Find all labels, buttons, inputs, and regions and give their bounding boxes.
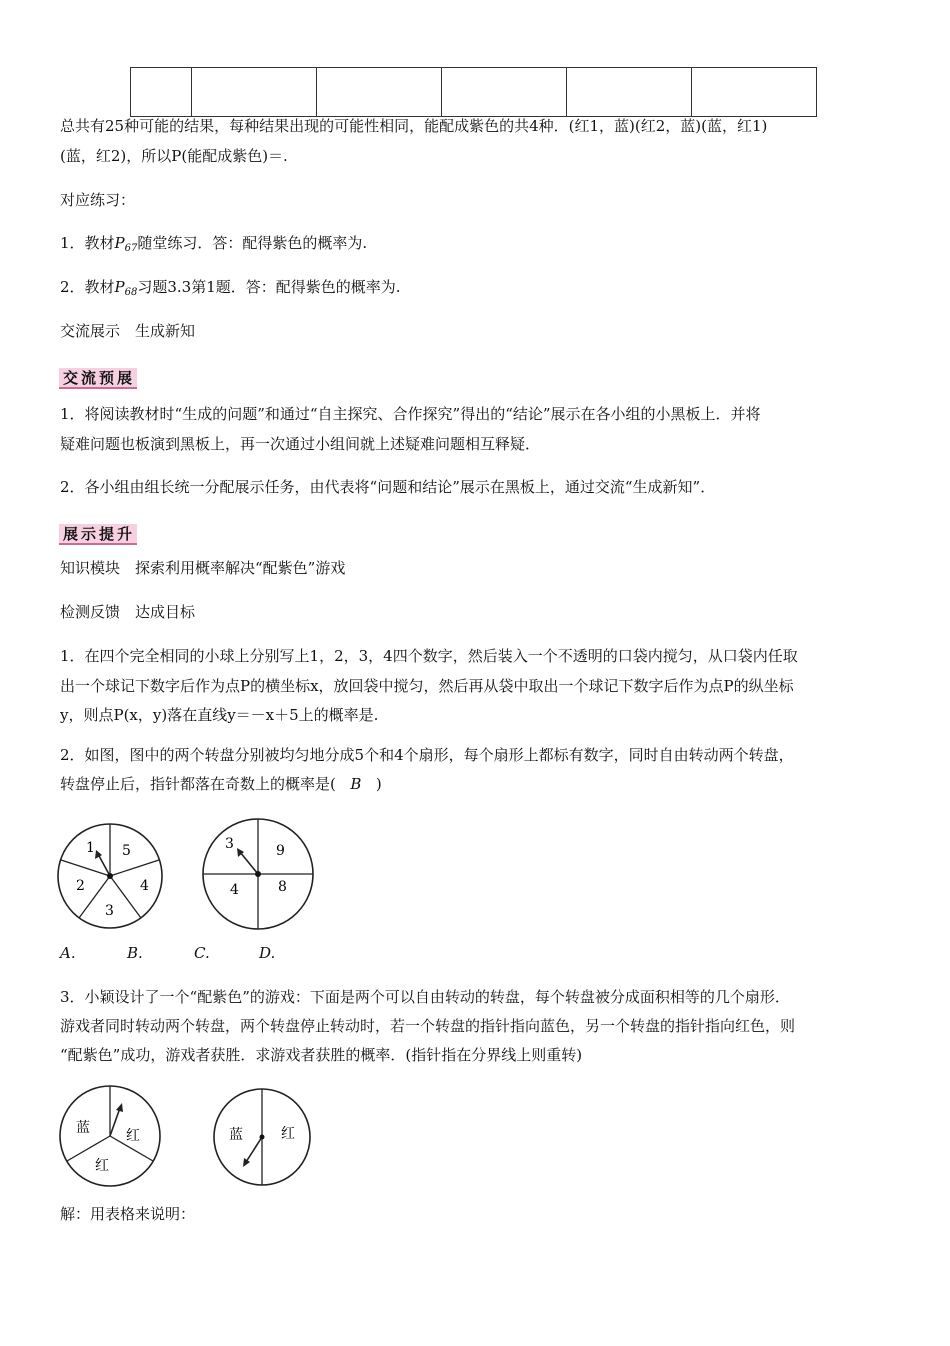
sector-label: 2 bbox=[76, 878, 85, 894]
question-2-line2 bbox=[60, 774, 382, 794]
pointer-arrow-icon bbox=[116, 1103, 123, 1112]
exchange-item-1-line1: 1．将阅读教材时“生成的问题”和通过“自主探究、合作探究”得出的“结论”展示在各小组的小黑板上．并将 bbox=[60, 405, 761, 423]
question-1-line3: y，则点P(x，y)落在直线y＝－x＋5上的概率是. bbox=[60, 706, 379, 724]
table-row bbox=[131, 68, 817, 117]
question-3-line2: 游戏者同时转动两个转盘，两个转盘停止转动时，若一个转盘的指针指向蓝色，另一个转盘的指针指向红色，则 bbox=[60, 1017, 796, 1035]
knowledge-module: 知识模块 探索利用概率解决“配紫色”游戏 bbox=[60, 559, 346, 577]
question-3-spinners bbox=[50, 1084, 370, 1188]
sector-label: 3 bbox=[105, 903, 114, 919]
question-2-text: 转盘停止后，指针都落在奇数上的概率是( bbox=[60, 775, 336, 793]
sector-label: 4 bbox=[230, 882, 239, 898]
sector-divider bbox=[110, 876, 141, 918]
question-2-line1: 2．如图，图中的两个转盘分别被均匀地分成5个和4个扇形，每个扇形上都标有数字，同时自由转动两个转盘， bbox=[60, 746, 794, 764]
sector-label: 3 bbox=[225, 836, 234, 852]
pointer-arrow-icon bbox=[243, 1158, 250, 1167]
pointer bbox=[240, 852, 258, 874]
spinner-center bbox=[107, 873, 113, 879]
option-d: D. bbox=[259, 944, 276, 962]
answer-choice: B bbox=[350, 775, 362, 793]
exchange-item-1-line2: 疑难问题也板演到黑板上，再一次通过小组间就上述疑难问题相互释疑． bbox=[60, 435, 541, 453]
sector-label: 8 bbox=[278, 879, 287, 895]
question-3-line1: 3．小颖设计了一个“配紫色”的游戏：下面是两个可以自由转动的转盘，每个转盘被分成面积相等的几个扇形． bbox=[60, 988, 790, 1006]
feedback-heading: 检测反馈 达成目标 bbox=[60, 603, 196, 621]
practice-item-1-prefix: 1．教材 bbox=[60, 234, 115, 252]
pointer-arrow-icon bbox=[95, 850, 102, 859]
table-cell bbox=[317, 68, 442, 117]
question-3-line3: “配紫色”成功，游戏者获胜．求游戏者获胜的概率．(指针指在分界线上则重转) bbox=[60, 1046, 583, 1064]
table-cell bbox=[442, 68, 567, 117]
solution-intro: 解：用表格来说明： bbox=[60, 1205, 196, 1223]
practice-item-2-prefix: 2．教材 bbox=[60, 278, 115, 296]
spinner-center bbox=[260, 1135, 265, 1140]
pointer bbox=[246, 1137, 262, 1162]
sector-label: 红 bbox=[126, 1128, 140, 1144]
paren-close: ) bbox=[375, 775, 382, 793]
option-c: C. bbox=[194, 944, 210, 962]
spinner-color-three bbox=[60, 1086, 160, 1186]
sector-label: 9 bbox=[276, 843, 285, 859]
table-cell bbox=[131, 68, 192, 117]
option-b: B. bbox=[127, 944, 143, 962]
spinner-five-sectors bbox=[58, 824, 162, 928]
table-cell bbox=[567, 68, 692, 117]
question-1-line1: 1．在四个完全相同的小球上分别写上1，2，3，4四个数字，然后装入一个不透明的口袋内搅匀，从口袋内任取 bbox=[60, 647, 798, 665]
sector-label: 蓝 bbox=[76, 1120, 90, 1136]
table-cell bbox=[692, 68, 817, 117]
question-1-line2: 出一个球记下数字后作为点P的横坐标x，放回袋中搅匀，然后再从袋中取出一个球记下数字后作为点P的纵坐标 bbox=[60, 677, 794, 695]
page-ref-number: 67 bbox=[124, 243, 138, 254]
sector-divider bbox=[110, 860, 159, 876]
pointer bbox=[110, 1108, 120, 1136]
practice-item-2 bbox=[60, 277, 401, 303]
practice-item-2-text: 习题3.3第1题．答：配得紫色的概率为. bbox=[137, 278, 401, 296]
page-ref: P bbox=[114, 234, 125, 252]
sector-label: 蓝 bbox=[229, 1127, 243, 1143]
sector-label: 4 bbox=[140, 878, 149, 894]
page-ref-number: 68 bbox=[124, 287, 138, 298]
spinner-color-two bbox=[214, 1089, 310, 1185]
sector-label: 红 bbox=[281, 1126, 295, 1142]
option-a: A. bbox=[60, 944, 76, 962]
exchange-item-2: 2．各小组由组长统一分配展示任务，由代表将“问题和结论”展示在黑板上，通过交流“生成新知”． bbox=[60, 478, 716, 496]
section-tag-preview: 交流预展 bbox=[59, 368, 137, 389]
sector-label: 红 bbox=[95, 1158, 109, 1174]
result-text-line2: (蓝，红2)，所以P(能配成紫色)＝. bbox=[60, 147, 288, 165]
outcome-table bbox=[130, 67, 817, 117]
result-text-line1: 总共有25种可能的结果，每种结果出现的可能性相同，能配成紫色的共4种．(红1，蓝)(红2，蓝)(蓝，红1) bbox=[60, 117, 768, 135]
spinner-four-sectors bbox=[203, 819, 313, 929]
question-2-spinners bbox=[50, 818, 380, 936]
exchange-heading: 交流展示 生成新知 bbox=[60, 322, 196, 340]
practice-heading: 对应练习： bbox=[60, 191, 136, 209]
practice-item-1-text: 随堂练习．答：配得紫色的概率为. bbox=[137, 234, 368, 252]
practice-item-1 bbox=[60, 233, 367, 259]
spinner-center bbox=[255, 871, 261, 877]
page-ref: P bbox=[114, 278, 125, 296]
sector-label: 5 bbox=[122, 843, 131, 859]
sector-label: 1 bbox=[86, 840, 95, 856]
table-cell bbox=[192, 68, 317, 117]
section-tag-showcase: 展示提升 bbox=[59, 524, 137, 545]
